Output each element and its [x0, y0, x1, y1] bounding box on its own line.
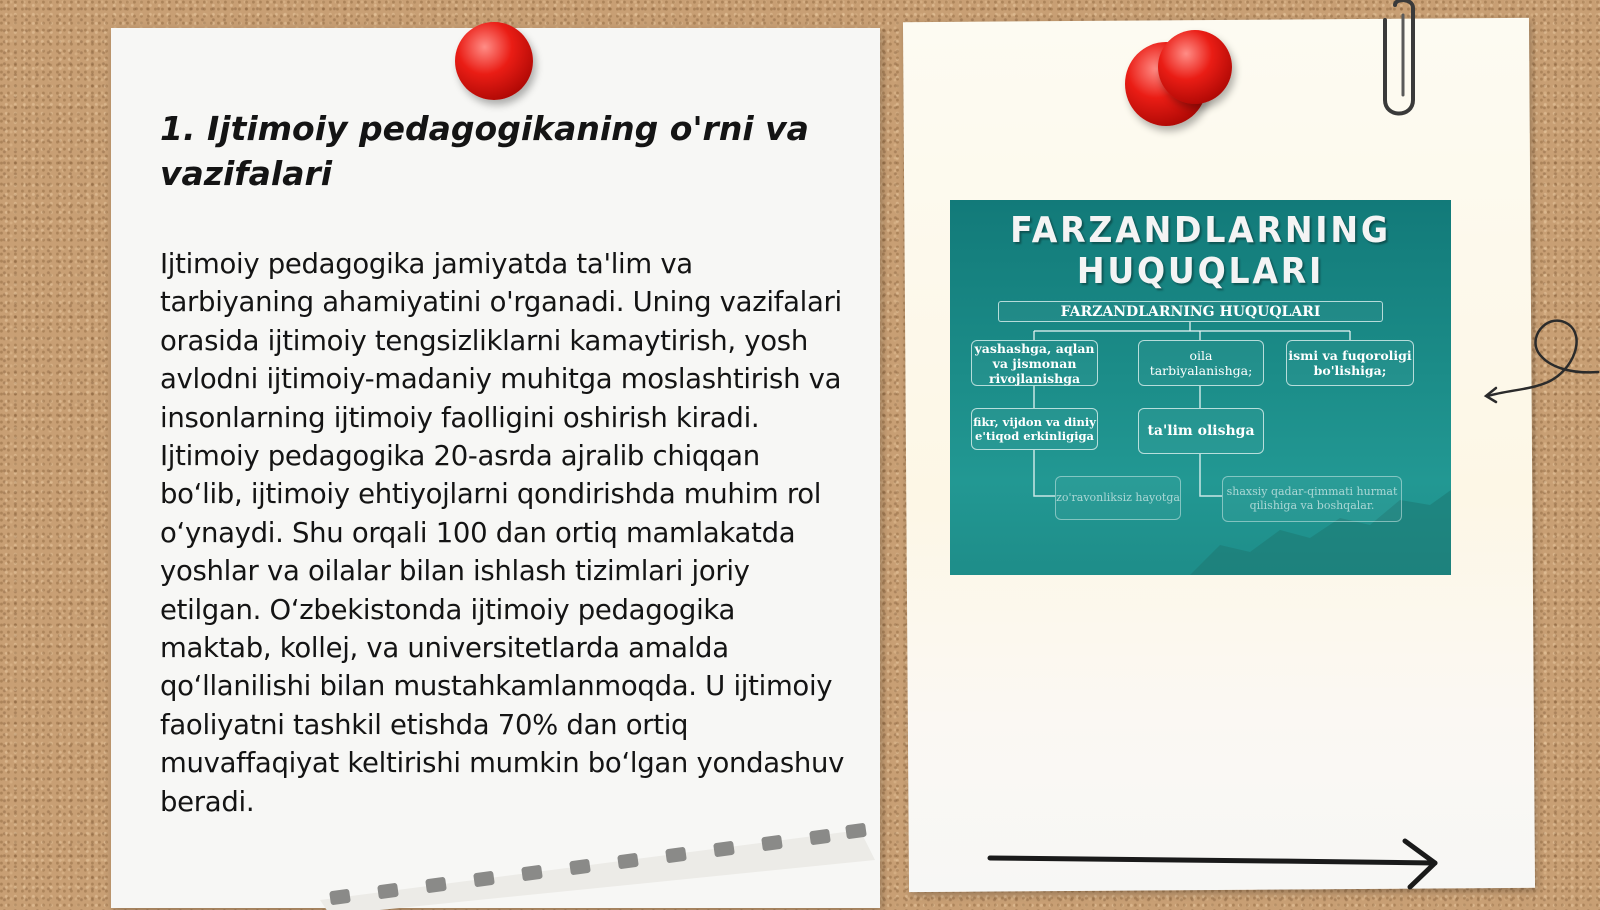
red-pushpin-icon: [455, 22, 533, 100]
torn-paper-strip: [300, 820, 880, 910]
body-paragraph: Ijtimoiy pedagogika jamiyatda ta'lim va tarbiyaning ahamiyatini o'rganadi. Uning vazifalari orasida ijtimoiy tengsizliklarni kamaytirish, yosh avlodni ijtimoiy-madaniy muhitga moslashtirish va insonlarning ijtimoiy faolligini oshirish kiradi. Ijtimoiy pedagogika 20-asrda ajralib chiqqan bo‘lib, ijtimoiy ehtiyojlarni qondirishda muhim rol o‘ynaydi. Shu orqali 100 dan ortiq mamlakatda yoshlar va oilalar bilan ishlash tizimlari joriy etilgan. O‘zbekistonda ijtimoiy pedagogika maktab, kollej, va universitetlarda amalda qo‘llanilishi bilan mustahkamlanmoqda. U ijtimoiy faoliyatni tashkil etishda 70% dan ortiq muvaffaqiyat keltirishi mumkin bo‘lgan yondashuv beradi.: [160, 248, 845, 818]
doodle-loop-arrow-icon: [1478, 310, 1600, 410]
diagram-node-nonviolence: zo'ravonliksiz hayotga: [1055, 476, 1181, 520]
diagram-root-node: FARZANDLARNING HUQUQLARI: [998, 301, 1383, 322]
diagram-node-name: ismi va fuqoroligi bo'lishiga;: [1286, 340, 1414, 386]
diagram-node-dignity: shaxsiy qadar-qimmati hurmat qilishiga va boshqalar.: [1222, 476, 1402, 522]
section-title: 1. Ijtimoiy pedagogikaning o'rni va vazifalari: [160, 109, 809, 193]
red-pushpin-icon-front: [1158, 30, 1232, 104]
diagram-node-freedom: fikr, vijdon va diniy e'tiqod erkinligiga: [971, 408, 1098, 450]
diagram-node-family: oila tarbiyalanishga;: [1138, 340, 1264, 386]
slide-title: FARZANDLARNING HUQUQLARI: [1010, 210, 1391, 292]
paperclip-icon: [1375, 0, 1425, 125]
diagram-node-life: yashashga, aqlan va jismonan rivojlanishga: [971, 340, 1098, 386]
long-right-arrow-icon: [985, 835, 1450, 895]
diagram-node-education: ta'lim olishga: [1138, 408, 1264, 454]
children-rights-slide: [950, 200, 1451, 575]
